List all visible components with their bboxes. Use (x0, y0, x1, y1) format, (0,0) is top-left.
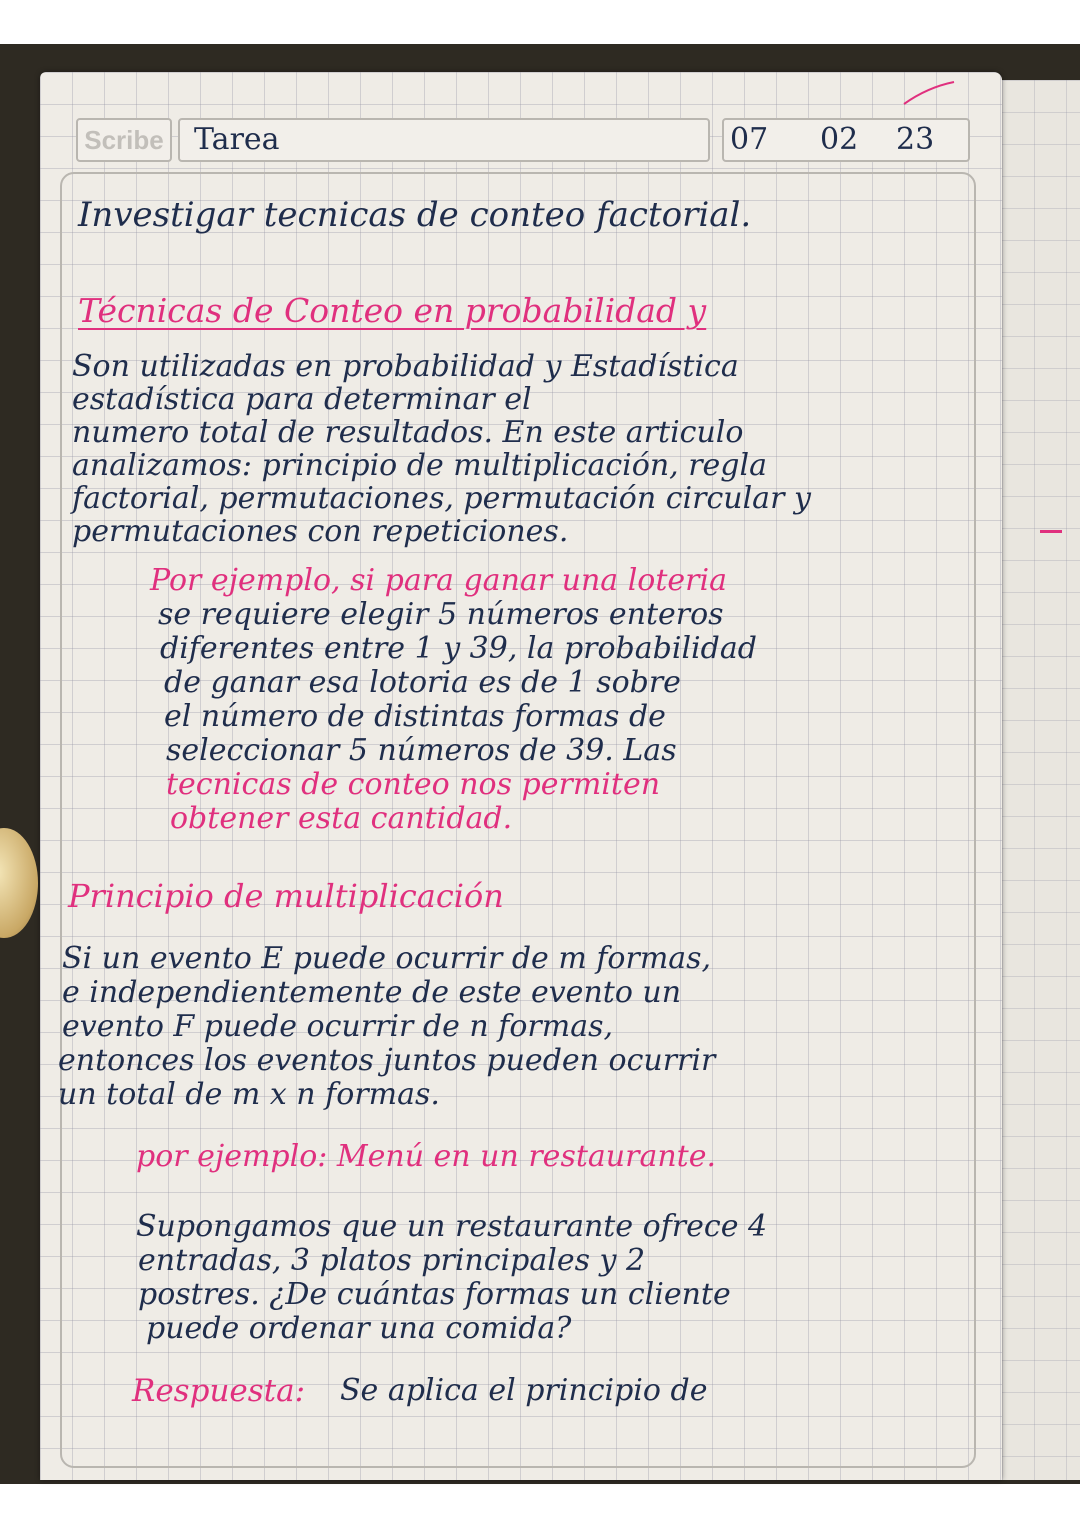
example-line: Por ejemplo, si para ganar una loteria (150, 563, 728, 598)
intro-line: numero total de resultados. En este articulo (72, 415, 744, 450)
photo-top-margin (0, 0, 1080, 44)
intro-line: permutaciones con repeticiones. (72, 514, 569, 549)
principle-line: un total de m x n formas. (58, 1077, 440, 1112)
brand-logo: Scribe (76, 118, 172, 162)
title-field (178, 118, 710, 162)
date-day: 07 (730, 122, 769, 157)
example-line: de ganar esa lotoria es de 1 sobre (164, 665, 681, 700)
date-year: 23 (896, 122, 935, 157)
example-line: tecnicas de conteo nos permiten (166, 767, 661, 802)
example2-line: Supongamos que un restaurante ofrece 4 (136, 1209, 768, 1244)
example2-line: puede ordenar una comida? (146, 1311, 572, 1346)
example-line: seleccionar 5 números de 39. Las (166, 733, 677, 768)
principle-line: Si un evento E puede ocurrir de m formas, (62, 941, 712, 976)
date-month: 02 (820, 122, 859, 157)
answer-text: Se aplica el principio de (340, 1373, 708, 1408)
intro-line: analizamos: principio de multiplicación, regla (72, 448, 767, 483)
example-line: obtener esta cantidad. (170, 801, 513, 836)
page-title: Tarea (194, 122, 280, 157)
check-mark-icon (900, 80, 956, 106)
example2-title: por ejemplo: Menú en un restaurante. (136, 1139, 716, 1174)
task-line: Investigar tecnicas de conteo factorial. (78, 195, 752, 235)
example2-line: entradas, 3 platos principales y 2 (138, 1243, 646, 1278)
example-line: diferentes entre 1 y 39, la probabilidad (160, 631, 757, 666)
example-line: se requiere elegir 5 números enteros (158, 597, 724, 632)
intro-line: estadística para determinar el (72, 382, 532, 417)
intro-line: Son utilizadas en probabilidad y Estadística (72, 349, 739, 384)
date-field (722, 118, 970, 162)
principle-line: e independientemente de este evento un (62, 975, 682, 1010)
photo-bottom-margin (0, 1484, 1080, 1528)
example2-line: postres. ¿De cuántas formas un cliente (138, 1277, 731, 1312)
heading-multiplication-principle: Principio de multiplicación (68, 877, 504, 915)
margin-mark (1040, 530, 1062, 533)
answer-label: Respuesta: (132, 1373, 306, 1409)
next-notebook-page (1002, 80, 1080, 1480)
example-line: el número de distintas formas de (164, 699, 666, 734)
principle-line: entonces los eventos juntos pueden ocurrir (58, 1043, 716, 1078)
principle-line: evento F puede ocurrir de n formas, (62, 1009, 614, 1044)
heading-counting-techniques: Técnicas de Conteo en probabilidad y (78, 291, 707, 330)
intro-line: factorial, permutaciones, permutación circular y (72, 481, 811, 516)
